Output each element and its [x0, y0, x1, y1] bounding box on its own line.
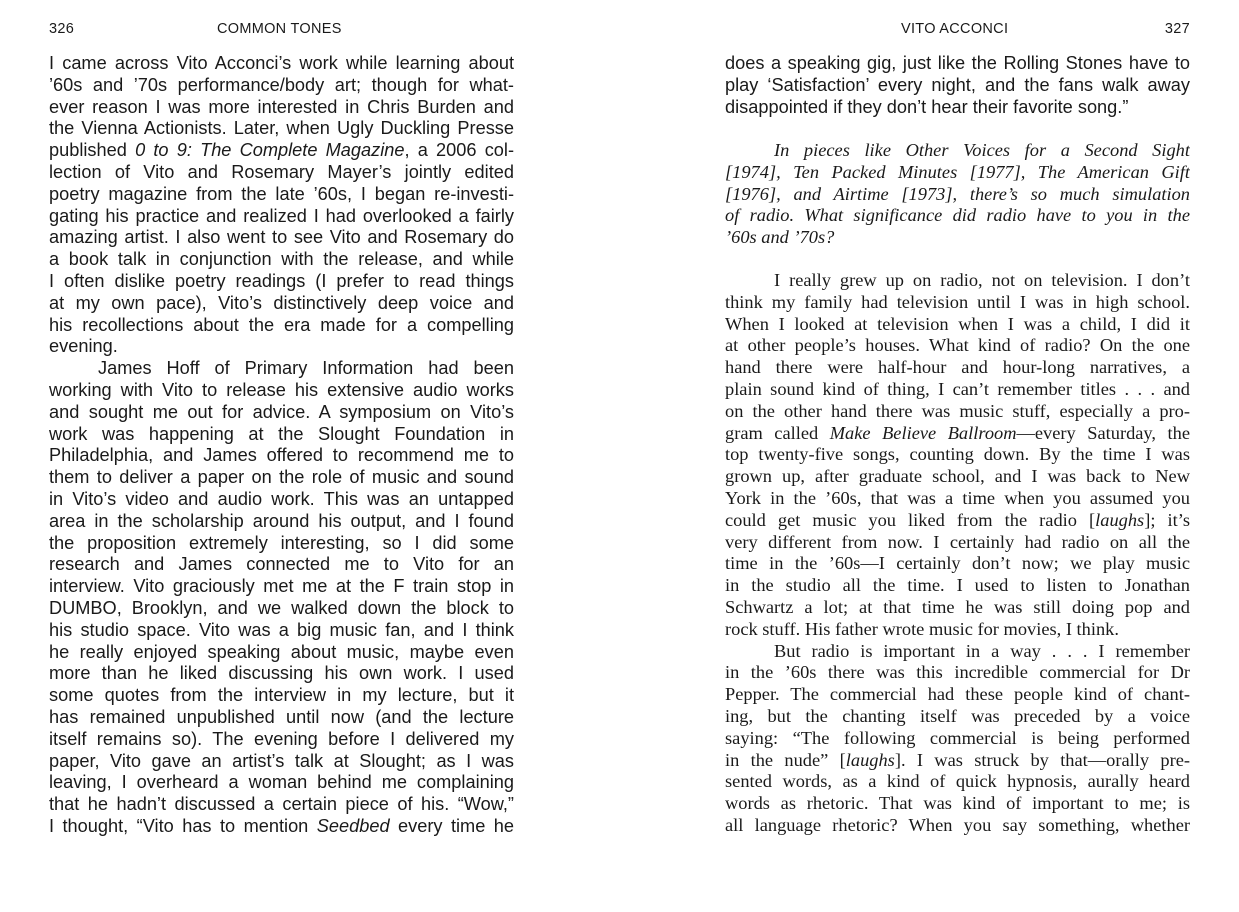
text-line: the proposition extremely interesting, so I did some — [49, 532, 514, 553]
left-page-number: 326 — [49, 21, 75, 37]
text-line: of radio. What significance did radio have to you in the — [725, 205, 1190, 226]
text-line: itself remains so). The evening before I delivered my — [49, 728, 514, 749]
text-line: top twenty-five songs, counting down. By the time I was — [725, 444, 1190, 465]
right-page-number: 327 — [1164, 21, 1190, 37]
text-line: In pieces like Other Voices for a Second Sight — [774, 140, 1190, 160]
text-line: working with Vito to release his extensive audio works — [49, 379, 514, 400]
text-line: [1976], and Airtime [1973], there’s so much simulation — [725, 183, 1190, 204]
text-line: leaving, I overheard a woman behind me complaining — [49, 772, 514, 793]
text-line: ’60s and ’70s performance/body art; though for what- — [49, 74, 514, 95]
text-line: his recollections about the era made for a compelling — [49, 314, 514, 335]
continued-introduction-text — [725, 53, 1190, 118]
text-line: But radio is important in a way . . . I remember — [774, 640, 1190, 661]
text-line: them to deliver a paper on the role of music and sound — [49, 467, 514, 488]
text-line: lection of Vito and Rosemary Mayer’s jointly edited — [49, 161, 514, 182]
text-line: [1974], Ten Packed Minutes [1977], The American Gift — [725, 161, 1190, 182]
text-line: Pepper. The commercial had these people kind of chant- — [725, 684, 1190, 705]
text-line: sented words, as a kind of quick hypnosis, aurally heard — [725, 771, 1190, 792]
right-running-title: VITO ACCONCI — [901, 21, 1009, 37]
text-line: poetry magazine from the late ’60s, I began re-investi- — [49, 183, 514, 204]
text-line: saying: “The following commercial is being performed — [725, 727, 1190, 748]
right-running-head — [725, 21, 1190, 41]
text-line: very different from now. I certainly had radio on all the — [725, 531, 1190, 552]
text-line: DUMBO, Brooklyn, and we walked down the block to — [49, 597, 514, 618]
text-line: I really grew up on radio, not on television. I don’t — [774, 270, 1190, 290]
text-line: Schwartz a lot; at that time he was still doing pop and — [725, 596, 1190, 617]
text-line: in the ’60s there was this incredible commercial for Dr — [725, 662, 1190, 683]
text-line: does a speaking gig, just like the Rolling Stones have to — [725, 53, 1190, 73]
text-line: James Hoff of Primary Information had been — [98, 358, 514, 379]
text-line: hand there were half-hour and hour-long narratives, a — [725, 357, 1190, 378]
text-line: words as rhetoric. That was kind of important to me; is — [725, 793, 1190, 814]
text-line: that he hadn’t discussed a certain piece of his. “Wow,” — [49, 794, 514, 815]
text-line: York in the ’60s, that was a time when you assumed you — [725, 487, 1190, 508]
text-line: a book talk in conjunction with the release, and while — [49, 249, 514, 270]
text-line: some quotes from the interview in my lecture, but it — [49, 685, 514, 706]
introduction-text — [49, 53, 514, 838]
text-line: the Vienna Actionists. Later, when Ugly Duckling Presse — [49, 118, 514, 139]
left-running-head — [49, 21, 514, 41]
text-line: all language rhetoric? When you say something, whether — [725, 814, 1190, 835]
text-line: in Vito’s video and audio work. This was an untapped — [49, 488, 514, 509]
text-line: I thought, “Vito has to mention Seedbed every time he — [49, 815, 514, 836]
text-line: his studio space. Vito was a big music fan, and I think — [49, 619, 514, 640]
text-line: gram called Make Believe Ballroom—every Saturday, the — [725, 422, 1190, 443]
text-line: work was happening at the Slought Foundation in — [49, 423, 514, 444]
text-line: could get music you liked from the radio [laughs]; it’s — [725, 509, 1190, 530]
text-line: play ‘Satisfaction’ every night, and the fans walk away — [725, 74, 1190, 95]
text-line: When I looked at television when I was a child, I did it — [725, 313, 1190, 334]
text-line: area in the scholarship around his output, and I found — [49, 510, 514, 531]
text-line: and sought me out for advice. A symposium on Vito’s — [49, 401, 514, 422]
text-line: ever reason I was more interested in Chris Burden and — [49, 96, 514, 117]
text-line: interview. Vito graciously met me at the F train stop in — [49, 576, 514, 597]
text-line: ’60s and ’70s? — [725, 227, 835, 248]
text-line: disappointed if they don’t hear their favorite song.” — [725, 96, 1129, 117]
text-line: more than he liked discussing his own work. I used — [49, 663, 514, 684]
text-line: published 0 to 9: The Complete Magazine, a 2006 col- — [49, 140, 514, 161]
interview-question — [725, 140, 1190, 249]
text-line: at other people’s houses. What kind of radio? On the one — [725, 335, 1190, 356]
text-line: I came across Vito Acconci’s work while learning about — [49, 53, 514, 73]
text-line: think my family had television until I was in high school. — [725, 291, 1190, 312]
text-line: at my own pace), Vito’s distinctively deep voice and — [49, 292, 514, 313]
text-line: time in the ’60s—I certainly don’t now; we play music — [725, 553, 1190, 574]
text-line: has remained unpublished until now (and the lecture — [49, 706, 514, 727]
text-line: in the nude” [laughs]. I was struck by that—orally pre- — [725, 749, 1190, 770]
text-line: evening. — [49, 336, 118, 357]
text-line: research and James connected me to Vito for an — [49, 554, 514, 575]
text-line: on the other hand there was music stuff, especially a pro- — [725, 400, 1190, 421]
text-line: he really enjoyed speaking about music, maybe even — [49, 641, 514, 662]
text-line: amazing artist. I also went to see Vito and Rosemary do — [49, 227, 514, 248]
text-line: gating his practice and realized I had overlooked a fairly — [49, 205, 514, 226]
text-line: in the studio all the time. I used to listen to Jonathan — [725, 575, 1190, 596]
left-running-title: COMMON TONES — [217, 21, 342, 37]
text-line: grown up, after graduate school, and I was back to New — [725, 466, 1190, 487]
interview-answer — [725, 270, 1190, 837]
text-line: Philadelphia, and James offered to recommend me to — [49, 445, 514, 466]
text-line: plain sound kind of thing, I can’t remember titles . . . and — [725, 378, 1190, 399]
text-line: ing, but the chanting itself was preceded by a voice — [725, 705, 1190, 726]
text-line: rock stuff. His father wrote music for movies, I think. — [725, 618, 1119, 639]
text-line: paper, Vito gave an artist’s talk at Slought; as I was — [49, 750, 514, 771]
text-line: I often dislike poetry readings (I prefer to read things — [49, 270, 514, 291]
